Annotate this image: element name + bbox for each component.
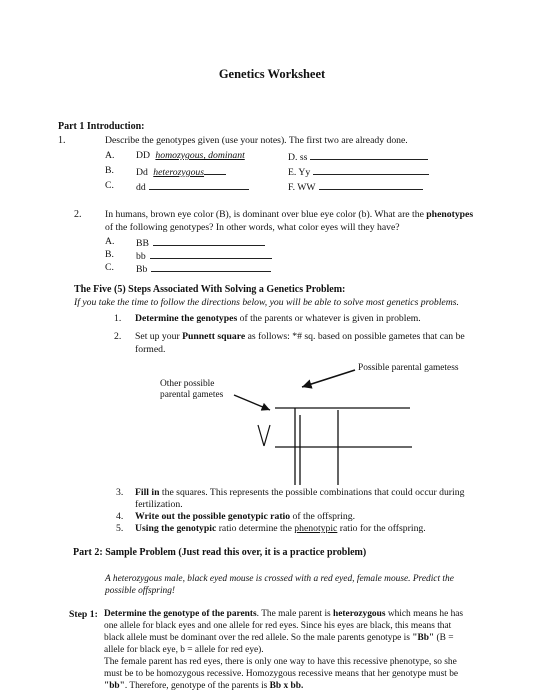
part2-step1-l3-tail: (B = [434, 633, 454, 643]
step5-mid: ratio determine the [216, 523, 295, 534]
q1-item-f-blank[interactable] [319, 180, 423, 190]
q2-item-b-genotype: bb [136, 251, 146, 262]
part2-heading: Part 2: Sample Problem (Just read this over, it is a practice problem) [73, 547, 367, 558]
other-possible-label-line1: Other possible [160, 379, 215, 389]
q2-item-b [136, 249, 272, 262]
q1-item-c-label: C. [105, 180, 114, 191]
q1-item-e [288, 165, 429, 178]
part2-problem-line2: possible offspring! [105, 586, 176, 596]
q1-item-c [136, 180, 249, 193]
step5-number: 5. [116, 523, 124, 534]
q2-item-a-blank[interactable] [153, 236, 265, 246]
step1-rest: of the parents or whatever is given in problem. [237, 313, 421, 324]
step2-text-line1 [135, 331, 465, 342]
arrow-to-side-gametes [234, 395, 270, 410]
other-possible-label-line2: parental gametes [160, 390, 224, 400]
part2-step1-l3-bold: "Bb" [412, 633, 435, 643]
part2-step1-line4: allele for black eye, b = allele for red eye). [104, 645, 264, 655]
step3-text-line2: fertilization. [135, 499, 183, 510]
possible-parental-gametes-label: Possible parental gametess [358, 363, 459, 373]
q1-item-e-blank[interactable] [313, 165, 429, 175]
q1-item-f-label: F. WW [288, 182, 316, 193]
part2-step1-l7-bold: "bb" [104, 681, 125, 691]
q1-text: Describe the genotypes given (use your notes). The first two are already done. [105, 135, 408, 146]
q2-item-a [136, 236, 265, 249]
step5-phenotypic: phenotypic [294, 523, 338, 534]
part2-step1-line3 [104, 633, 454, 643]
part2-step1-line2: one allele for black eyes and one allele for red eyes. Since his eyes are black, this means that [104, 621, 452, 631]
part1-heading: Part 1 Introduction: [58, 121, 145, 132]
q1-item-b-genotype: Dd [136, 167, 148, 178]
step5-bold: Using the genotypic [135, 523, 217, 534]
step1-bold: Determine the genotypes [135, 313, 238, 324]
step1-text [135, 313, 421, 324]
part2-step1-l7-mid: . Therefore, genotype of the parents is [124, 681, 270, 691]
q1-number: 1. [58, 135, 66, 146]
step3-bold: Fill in [135, 487, 160, 498]
part2-step1-bold: Determine the genotype of the parents [104, 609, 257, 619]
step4-text [135, 511, 355, 522]
arrow-to-top-gametes [302, 370, 355, 387]
step2-pre: Set up your [135, 331, 183, 342]
q2-item-c-blank[interactable] [151, 262, 271, 272]
q2-item-b-label: B. [105, 249, 114, 260]
part2-step1-rest: . The male parent is [256, 609, 334, 619]
step2-rest: as follows: *# sq. based on possible gametes that can be [245, 331, 465, 342]
part2-step1-line5: The female parent has red eyes, there is only one way to have this recessive phenotype, so she [104, 657, 457, 667]
five-steps-heading: The Five (5) Steps Associated With Solving a Genetics Problem: [74, 284, 346, 295]
part2-step1-label: Step 1: [69, 609, 98, 620]
step4-number: 4. [116, 511, 124, 522]
q1-item-c-blank[interactable] [149, 180, 249, 190]
q2-item-a-genotype: BB [136, 238, 149, 249]
step4-rest: of the offspring. [290, 511, 356, 522]
q2-text-a: In humans, brown eye color (B), is dominant over blue eye color (b). What are the [105, 209, 424, 220]
part2-step1-line1 [104, 609, 463, 619]
q1-item-b-label: B. [105, 165, 114, 176]
page-title: Genetics Worksheet [218, 67, 326, 81]
step3-text-line1 [135, 487, 464, 498]
q1-item-a-label: A. [105, 150, 115, 161]
step4-bold: Write out the possible genotypic ratio [135, 511, 291, 522]
step2-number: 2. [114, 331, 122, 342]
q1-item-a [136, 150, 245, 161]
part2-step1-line7 [104, 681, 303, 691]
q1-item-d [288, 150, 428, 163]
step5-rest: ratio for the offspring. [337, 523, 426, 534]
q2-text-line2: of the following genotypes? In other words, what color eyes will they have? [105, 222, 400, 233]
q2-number: 2. [74, 209, 82, 220]
q2-text-bold: phenotypes [426, 209, 474, 220]
q1-item-b [136, 165, 226, 178]
part2-step1-heterozygous: heterozygous [333, 609, 386, 619]
q1-item-d-label: D. ss [288, 152, 308, 163]
q1-item-c-genotype: dd [136, 182, 146, 193]
part2-step1-l3-pre: black allele must be dominant over the red allele. So the male parents genotype is [104, 633, 413, 643]
q1-item-d-blank[interactable] [310, 150, 428, 160]
part2-step1-line6: must be to be homozygous recessive. Homozygous recessive means that her genotype must be [104, 669, 459, 679]
q1-item-a-genotype: DD [136, 150, 150, 161]
step5-text [135, 523, 426, 534]
five-steps-intro: If you take the time to follow the directions below, you will be able to solve most genetics problems. [74, 297, 459, 308]
q2-item-c-genotype: Bb [136, 264, 148, 275]
q2-item-b-blank[interactable] [150, 249, 272, 259]
q2-item-c-label: C. [105, 262, 114, 273]
part2-problem-line1: A heterozygous male, black eyed mouse is crossed with a red eyed, female mouse. Predict the [105, 574, 454, 584]
q1-item-f [288, 180, 423, 193]
q2-item-a-label: A. [105, 236, 115, 247]
q1-item-b-blank [204, 165, 226, 175]
q2-text-line1 [105, 209, 473, 220]
q1-item-a-answer: homozygous, dominant [155, 150, 245, 161]
step2-text-line2: formed. [135, 344, 166, 355]
q1-item-b-answer: heterozygous [153, 167, 205, 178]
step2-bold: Punnett square [182, 331, 246, 342]
step3-number: 3. [116, 487, 124, 498]
q2-item-c [136, 262, 271, 275]
part2-step1-l7-bold2: Bb x bb. [269, 681, 304, 691]
step1-number: 1. [114, 313, 122, 324]
part2-step1-tail: which means he has [385, 609, 464, 619]
step3-rest: the squares. This represents the possible combinations that could occur during [159, 487, 465, 498]
q1-item-e-label: E. Yy [288, 167, 311, 178]
